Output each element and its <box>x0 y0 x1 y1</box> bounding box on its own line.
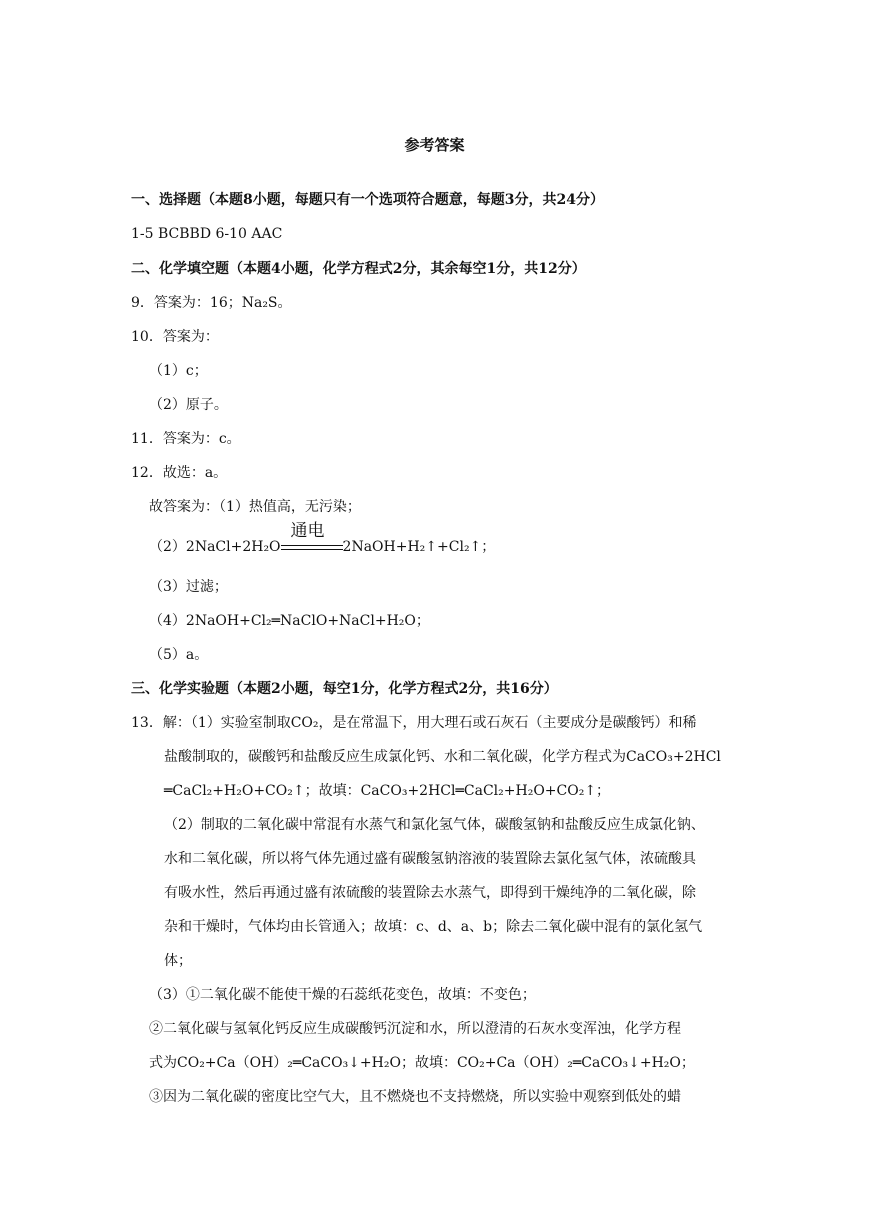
answer-q11: 11．答案为：c。 <box>131 431 241 447</box>
answer-q12-part5: （5）a。 <box>149 647 209 663</box>
answer-q9: 9．答案为：16；Na₂S。 <box>131 295 292 311</box>
answer-q10-part2: （2）原子。 <box>149 397 228 413</box>
answer-q13-line: 式为CO₂+Ca（OH）₂═CaCO₃↓+H₂O；故填：CO₂+Ca（OH）₂═CaCO₃↓+H₂O； <box>149 1055 695 1071</box>
answer-q13-line: 13．解：（1）实验室制取CO₂，是在常温下，用大理石或石灰石（主要成分是碳酸钙）和稀 <box>131 715 697 731</box>
answer-q13-line: （3）①二氧化碳不能使干燥的石蕊纸花变色，故填：不变色； <box>149 987 536 1003</box>
answer-q10: 10．答案为： <box>131 329 219 345</box>
answer-q12: 12．故选：a。 <box>131 465 228 481</box>
answer-q13-line: 体； <box>164 953 192 969</box>
electrolysis-arrow <box>281 521 343 557</box>
answer-q12-part4: （4）2NaOH+Cl₂═NaClO+NaCl+H₂O； <box>149 613 430 629</box>
answer-q13-line: 杂和干燥时，气体均由长管通入；故填：c、d、a、b；除去二氧化碳中混有的氯化氢气 <box>164 919 703 935</box>
section-3-heading: 三、化学实验题（本题2小题，每空1分，化学方程式2分，共16分） <box>131 681 558 697</box>
answer-q13-line: 有吸水性，然后再通过盛有浓硫酸的装置除去水蒸气，即得到干燥纯净的二氧化碳，除 <box>164 885 696 901</box>
answer-q13-line: ═CaCl₂+H₂O+CO₂↑；故填：CaCO₃+2HCl═CaCl₂+H₂O+CO₂↑； <box>164 783 611 799</box>
equation-products: 2NaOH+H₂↑+Cl₂↑； <box>342 539 496 555</box>
answer-q10-part1: （1）c； <box>149 363 208 379</box>
electrolysis-condition: 通电 <box>290 521 325 541</box>
section-2-heading: 二、化学填空题（本题4小题，化学方程式2分，其余每空1分，共12分） <box>131 261 586 277</box>
answer-q13-line: ②二氧化碳与氢氧化钙反应生成碳酸钙沉淀和水，所以澄清的石灰水变浑浊，化学方程 <box>149 1021 681 1037</box>
answer-q13-line: （2）制取的二氧化碳中常混有水蒸气和氯化氢气体，碳酸氢钠和盐酸反应生成氯化钠、 <box>164 817 705 833</box>
answer-q12-part3: （3）过滤； <box>149 579 228 595</box>
section-1-heading: 一、选择题（本题8小题，每题只有一个选项符合题意，每题3分，共24分） <box>131 192 604 208</box>
answer-q12-part2-equation <box>149 521 496 557</box>
answer-q13-line: 盐酸制取的，碳酸钙和盐酸反应生成氯化钙、水和二氧化碳，化学方程式为CaCO₃+2HCl <box>164 749 721 765</box>
answer-q13-line: 水和二氧化碳，所以将气体先通过盛有碳酸氢钠溶液的装置除去氯化氢气体，浓硫酸具 <box>164 851 696 867</box>
answer-q13-line: ③因为二氧化碳的密度比空气大，且不燃烧也不支持燃烧，所以实验中观察到低处的蜡 <box>149 1089 681 1105</box>
page-title: 参考答案 <box>404 136 465 154</box>
choice-answers: 1-5 BCBBD 6-10 AAC <box>131 226 283 242</box>
answer-q12-intro: 故答案为：（1）热值高，无污染； <box>149 499 361 515</box>
equation-reactants: （2）2NaCl+2H₂O <box>149 539 281 555</box>
